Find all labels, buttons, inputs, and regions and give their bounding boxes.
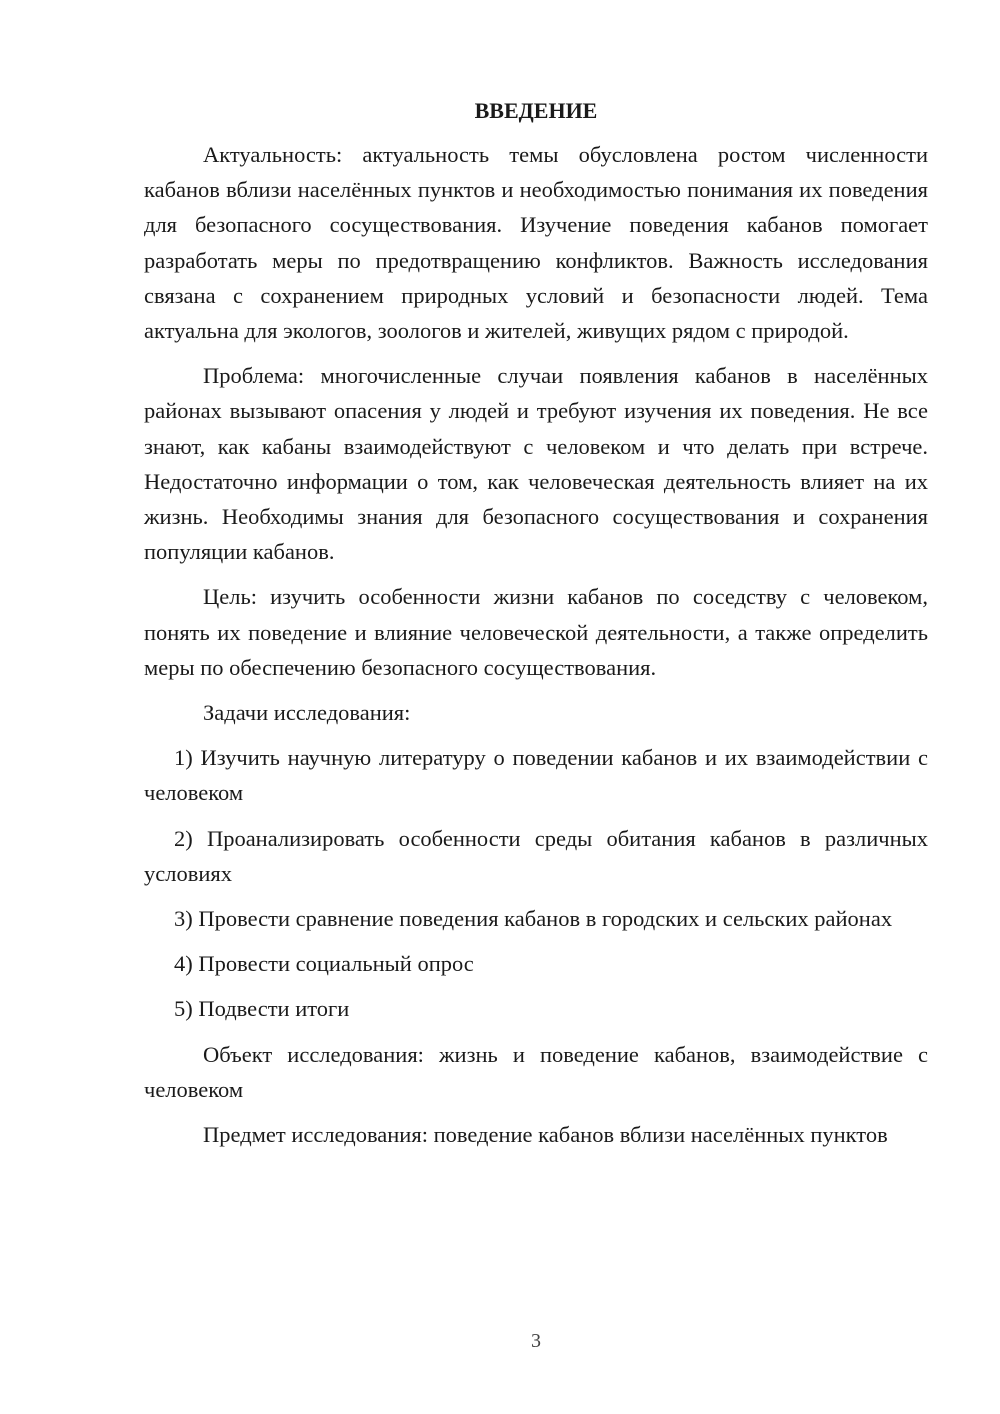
paragraph-tasks-heading: Задачи исследования: — [203, 700, 411, 726]
section-title: ВВЕДЕНИЕ — [474, 98, 598, 123]
page-number: 3 — [531, 1330, 541, 1352]
paragraph-subject: Предмет исследования: поведение кабанов вблизи населённых пунктов — [203, 1122, 888, 1148]
paragraph-problem: Проблема: многочисленные случаи появления кабанов в населённых районах вызывают опасения у людей и требуют изучения их поведения. Не все знают, как кабаны взаимодействуют с человеком и что делать при встрече. Недостаточно информации о том, как человеческая деятельность влияет на их жизнь. Необходимы знания для безопасного сосуществования и сохранения популяции кабанов. — [144, 363, 928, 565]
paragraph-object: Объект исследования: жизнь и поведение кабанов, взаимодействие с человеком — [144, 1041, 928, 1102]
paragraph-goal: Цель: изучить особенности жизни кабанов по соседству с человеком, понять их поведение и влияние человеческой деятельности, а также определить меры по обеспечению безопасного сосуществования. — [144, 584, 928, 680]
page-content — [144, 94, 928, 1162]
task-item-3: 3) Провести сравнение поведения кабанов в городских и сельских районах — [174, 906, 893, 932]
paragraph-relevance: Актуальность: актуальность темы обусловлена ростом численности кабанов вблизи населённых пунктов и необходимостью понимания их поведения для безопасного сосуществования. Изучение поведения кабанов помогает разработать меры по предотвращению конфликтов. Важность исследования связана с сохранением природных условий и безопасности людей. Тема актуальна для экологов, зоологов и жителей, живущих рядом с природой. — [144, 142, 928, 344]
task-item-4: 4) Провести социальный опрос — [174, 951, 474, 977]
task-item-5: 5) Подвести итоги — [174, 996, 350, 1022]
task-item-2: 2) Проанализировать особенности среды обитания кабанов в различных условиях — [144, 825, 928, 886]
task-item-1: 1) Изучить научную литературу о поведении кабанов и их взаимодействии с человеком — [144, 745, 928, 806]
